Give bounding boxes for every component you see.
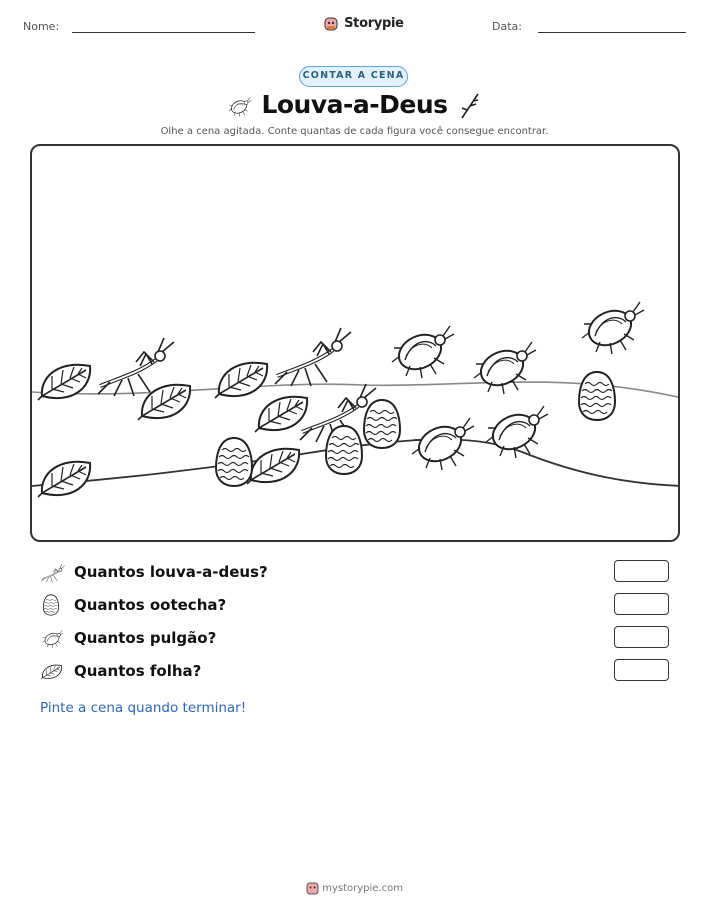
scene-illustration [32, 146, 678, 540]
answer-box-leaf[interactable] [614, 659, 669, 681]
scene-ootheca [216, 438, 252, 486]
question-label: Quantos louva-a-deus? [74, 563, 268, 581]
scene-ootheca [364, 400, 400, 448]
question-label: Quantos ootecha? [74, 596, 227, 614]
aphid-icon [40, 627, 64, 651]
scene-aphid [582, 302, 644, 354]
ootheca-icon [42, 594, 60, 616]
date-field-line[interactable] [538, 32, 686, 33]
scene-leaf [38, 365, 90, 400]
answer-box-ootheca[interactable] [614, 593, 669, 615]
question-label: Quantos folha? [74, 662, 202, 680]
page-title: Louva-a-Deus [261, 90, 448, 119]
brand-logo [323, 13, 404, 32]
coloring-note: Pinte a cena quando terminar! [40, 700, 247, 716]
name-label: Nome: [23, 20, 60, 33]
activity-badge: CONTAR A CENA [299, 66, 408, 87]
storypie-mascot-icon [306, 882, 319, 895]
leaf-icon [40, 660, 64, 684]
scene-mantis [275, 328, 351, 386]
storypie-mascot-icon [323, 16, 339, 32]
instructions: Olhe a cena agitada. Conte quantas de cada figura você consegue encontrar. [160, 126, 549, 137]
answer-box-mantis[interactable] [614, 560, 669, 582]
scene-leaf [255, 397, 307, 432]
scene-leaf [38, 462, 90, 497]
question-label: Quantos pulgão? [74, 629, 217, 647]
scene-leaf [215, 363, 267, 398]
mantis-icon [40, 560, 66, 586]
scene-ootheca [326, 426, 362, 474]
site-footer [0, 882, 709, 895]
name-field-line[interactable] [72, 32, 255, 33]
answer-box-aphid[interactable] [614, 626, 669, 648]
counting-scene[interactable] [30, 144, 680, 542]
scene-leaf [138, 385, 190, 420]
scene-leaf [247, 449, 299, 484]
scene-aphid [412, 418, 474, 470]
branch-icon [458, 92, 482, 120]
site-url[interactable]: mystorypie.com [322, 883, 403, 894]
scene-aphid [392, 326, 454, 378]
date-label: Data: [492, 20, 522, 33]
scene-aphid [474, 342, 536, 394]
scene-ootheca [579, 372, 615, 420]
brand-name: Storypie [344, 16, 404, 31]
